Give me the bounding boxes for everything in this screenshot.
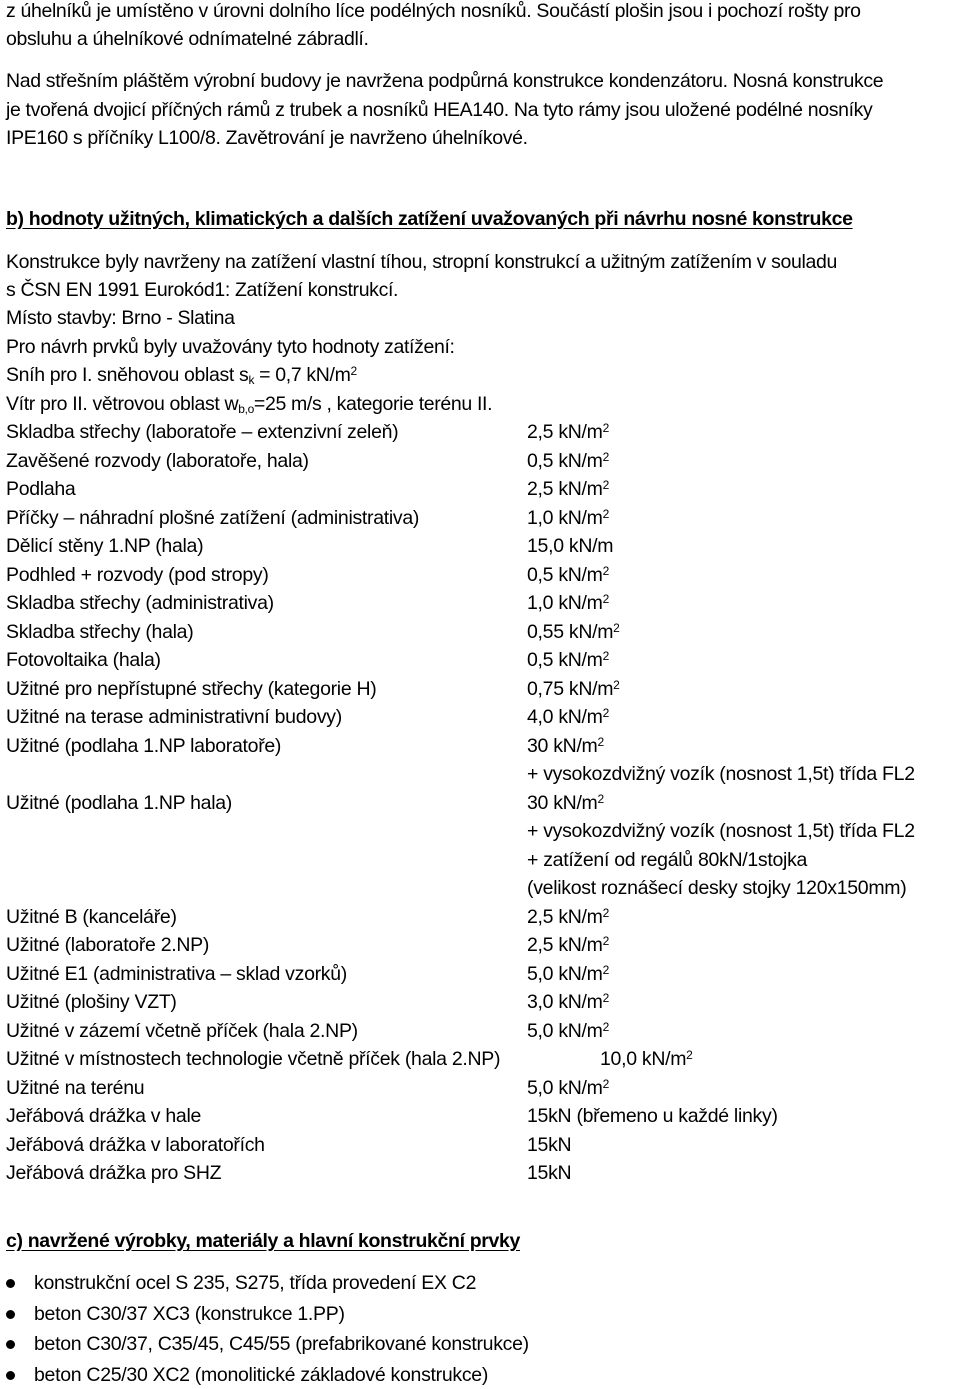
load-value [527,1102,778,1131]
load-value-text: 1,0 kN/m [527,506,603,529]
intro-line-4: je tvořená dvojicí příčných rámů z trubek a nosníků HEA140. Na tyto rámy jsou uložené podélné nosníky [6,99,873,121]
load-label: Užitné v zázemí včetně příček (hala 2.NP) [6,1019,358,1042]
load-value [527,561,609,590]
load-unit-exponent: 2 [602,991,609,1005]
load-value [527,532,613,561]
load-label: Užitné na terénu [6,1076,145,1099]
load-value [527,618,620,647]
load-value [527,760,915,789]
load-value-text: 0,75 kN/m [527,677,614,700]
load-unit-exponent: 2 [602,449,609,464]
load-value [527,646,609,675]
site-location: Místo stavby: Brno - Slatina [6,307,235,329]
load-unit-exponent: 2 [602,706,609,720]
load-value-text: 5,0 kN/m [527,1076,603,1099]
load-label: Podlaha [6,478,76,500]
load-unit-exponent: 2 [602,934,609,948]
load-label: Užitné (podlaha 1.NP hala) [6,791,232,814]
load-value [527,675,620,704]
load-value-text: 15kN (břemeno u každé linky) [527,1105,778,1127]
load-label: Užitné (podlaha 1.NP laboratoře) [6,734,282,757]
load-unit-exponent: 2 [602,421,609,435]
load-value-text: 15,0 kN/m [527,535,614,557]
load-label: Jeřábová drážka pro SHZ [6,1162,222,1184]
load-unit-exponent: 2 [602,905,609,920]
load-value-text: 1,0 kN/m [527,592,603,614]
load-unit-exponent: 2 [602,649,609,663]
load-value [527,475,609,504]
load-label: Skladba střechy (administrativa) [6,592,274,614]
load-value-text: 30 kN/m [527,791,598,814]
load-label: Užitné pro nepřístupné střechy (kategorie H) [6,677,377,700]
load-label: Užitné (laboratoře 2.NP) [6,934,210,956]
load-unit-exponent: 2 [597,734,604,749]
load-label: Užitné E1 (administrativa – sklad vzorků) [6,962,347,985]
load-label: Užitné B (kanceláře) [6,905,177,928]
load-unit-exponent: 2 [613,620,620,635]
load-unit-exponent: 2 [602,506,609,521]
load-value-text: 2,5 kN/m [527,934,603,956]
load-value [527,846,807,875]
load-value-text: 3,0 kN/m [527,991,603,1013]
intro-line-2: obsluhu a úhelníkové odnímatelné zábradlí. [6,28,369,50]
load-unit-exponent: 2 [602,1019,609,1034]
list-item-text: konstrukční ocel S 235, S275, třída provedení EX C2 [34,1272,477,1294]
load-value [527,504,609,533]
values-intro: Pro návrh prvků byly uvažovány tyto hodnoty zatížení: [6,336,455,358]
load-value-text: 0,5 kN/m [527,449,603,472]
load-label: Příčky – náhradní plošné zatížení (administrativa) [6,506,420,529]
load-value [527,789,604,818]
load-value-text: 5,0 kN/m [527,1019,603,1042]
load-unit-exponent: 2 [602,563,609,578]
load-value [527,447,609,476]
intro-line-5: IPE160 s příčníky L100/8. Zavětrování je navrženo úhelníkové. [6,127,528,149]
bullet-icon [6,1340,15,1349]
load-value-text: (velikost roznášecí desky stojky 120x150mm) [527,877,907,899]
load-label: Fotovoltaika (hala) [6,649,161,671]
load-value [527,931,609,960]
list-item-text: beton C30/37, C35/45, C45/55 (prefabrikované konstrukce) [34,1333,529,1355]
load-value [600,1045,693,1074]
bullet-icon [6,1371,15,1380]
load-label: Užitné na terase administrativní budovy) [6,706,342,728]
load-value [527,988,609,1017]
load-value [527,960,609,989]
load-value [527,874,906,903]
intro-line-3: Nad střešním pláštěm výrobní budovy je navržena podpůrná konstrukce kondenzátoru. Nosná konstrukce [6,70,884,92]
load-value [527,817,915,846]
load-value-text: 15kN [527,1162,572,1184]
load-value-text: 30 kN/m [527,734,598,757]
section-b-heading: b) hodnoty užitných, klimatických a dalších zatížení uvažovaných při návrhu nosné konstrukce [6,208,853,230]
load-value-text: 10,0 kN/m [600,1048,687,1070]
load-unit-exponent: 2 [602,592,609,606]
load-unit-exponent: 2 [602,962,609,977]
load-unit-exponent: 2 [602,478,609,492]
load-unit-exponent: 2 [602,1076,609,1091]
snow-load: Sníh pro I. sněhovou oblast $s_k = 0,7$ $kN/m^2$ [6,364,357,387]
load-label: Užitné v místnostech technologie včetně příček (hala 2.NP) [6,1048,501,1070]
load-value-text: 2,5 kN/m [527,421,603,443]
load-value-text: 0,5 kN/m [527,649,603,671]
intro-line-1: z úhelníků je umístěno v úrovni dolního líce podélných nosníků. Součástí plošin jsou i pochozí rošty pro [6,0,861,22]
load-unit-exponent: 2 [613,677,620,692]
load-value [527,703,609,732]
load-value-text: + vysokozdvižný vozík (nosnost 1,5t) třída FL2 [527,763,915,785]
load-label: Jeřábová drážka v laboratořích [6,1133,265,1156]
load-value [527,1017,609,1046]
load-label: Užitné (plošiny VZT) [6,991,177,1013]
load-label: Dělicí stěny 1.NP (hala) [6,535,204,557]
load-label: Skladba střechy (hala) [6,620,194,643]
load-value-text: + vysokozdvižný vozík (nosnost 1,5t) třída FL2 [527,820,915,842]
load-unit-exponent: 2 [597,791,604,806]
load-value-text: 15kN [527,1133,572,1156]
load-value-text: + zatížení od regálů 80kN/1stojka [527,848,808,871]
load-value [527,418,609,447]
list-item-text: beton C25/30 XC2 (monolitické základové konstrukce) [34,1363,489,1386]
load-value-text: 0,5 kN/m [527,563,603,586]
section-b-paragraph-line-1: Konstrukce byly navrženy na zatížení vlastní tíhou, stropní konstrukcí a užitným zatížením v souladu [6,251,837,273]
load-value-text: 2,5 kN/m [527,478,603,500]
load-value [527,589,609,618]
load-value-text: 5,0 kN/m [527,962,603,985]
section-b-paragraph-line-2: s ČSN EN 1991 Eurokód1: Zatížení konstrukcí. [6,279,399,301]
load-value-text: 0,55 kN/m [527,620,614,643]
load-value [527,1074,609,1103]
bullet-icon [6,1279,15,1288]
load-unit-exponent: 2 [686,1048,693,1062]
load-label: Zavěšené rozvody (laboratoře, hala) [6,449,309,472]
section-c-heading: c) navržené výrobky, materiály a hlavní konstrukční prvky [6,1230,521,1252]
load-label: Skladba střechy (laboratoře – extenzivní zeleň) [6,421,399,443]
load-value-text: 2,5 kN/m [527,905,603,928]
load-value [527,732,604,761]
load-value [527,903,609,932]
load-label: Podhled + rozvody (pod stropy) [6,563,269,586]
load-value [527,1159,571,1188]
load-label: Jeřábová drážka v hale [6,1105,202,1127]
load-value-text: 4,0 kN/m [527,706,603,728]
load-value [527,1131,571,1160]
wind-load: Vítr pro II. větrovou oblast $w_{b,o}=25$ m/s , kategorie terénu II. [6,393,493,416]
bullet-icon [6,1310,15,1319]
list-item-text: beton C30/37 XC3 (konstrukce 1.PP) [34,1302,345,1325]
